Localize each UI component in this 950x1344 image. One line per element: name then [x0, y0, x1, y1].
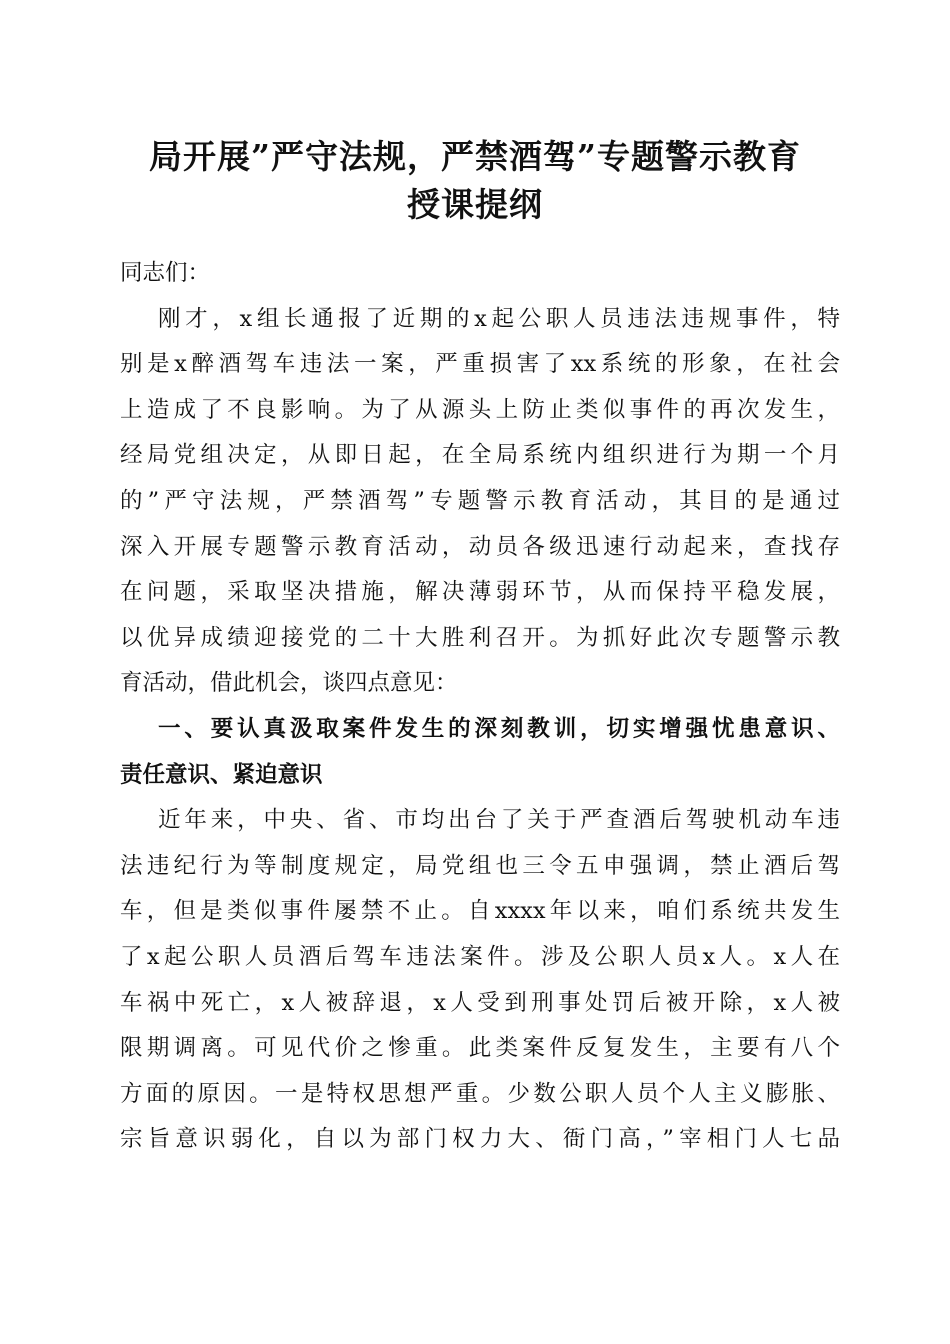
paragraph-line: 方面的原因。一是特权思想严重。少数公职人员个人主义膨胀、: [120, 1080, 840, 1107]
paragraph-2: [120, 798, 840, 1163]
paragraph-line: 车祸中死亡，x人被辞退，x人受到刑事处罚后被开除，x人被: [120, 989, 840, 1016]
paragraph-line: 宗旨意识弱化，自以为部门权力大、衙门高，”宰相门人七品: [120, 1126, 840, 1153]
paragraph-line: 以优异成绩迎接党的二十大胜利召开。为抓好此次专题警示教: [120, 624, 840, 651]
paragraph-line: 上造成了不良影响。为了从源头上防止类似事件的再次发生，: [120, 396, 840, 423]
document-title-line-2: 授课提纲: [407, 185, 543, 224]
paragraph-line: 在问题，采取坚决措施，解决薄弱环节，从而保持平稳发展，: [120, 579, 840, 606]
document-body: [120, 251, 840, 1163]
paragraph-line: 经局党组决定，从即日起，在全局系统内组织进行为期一个月: [120, 442, 840, 469]
paragraph-line: 刚才，x组长通报了近期的x起公职人员违法违规事件，特: [158, 305, 840, 332]
paragraph-line: 育活动，借此机会，谈四点意见：: [120, 670, 458, 697]
section-heading-1: [120, 707, 840, 798]
paragraph-line: 限期调离。可见代价之惨重。此类案件反复发生，主要有八个: [120, 1035, 840, 1062]
paragraph-line: 了x起公职人员酒后驾车违法案件。涉及公职人员x人。x人在: [120, 943, 840, 970]
salutation: 同志们：: [120, 260, 211, 286]
paragraph-line: 近年来，中央、省、市均出台了关于严查酒后驾驶机动车违: [158, 807, 840, 834]
heading-line: 责任意识、紧迫意识: [120, 761, 323, 788]
paragraph-1: [120, 297, 840, 707]
paragraph-line: 车，但是类似事件屡禁不止。自xxxx年以来，咱们系统共发生: [120, 898, 840, 925]
heading-line: 一、要认真汲取案件发生的深刻教训，切实增强忧患意识、: [158, 715, 840, 742]
document-title-line-1: 局开展”严守法规，严禁酒驾”专题警示教育: [149, 137, 801, 176]
paragraph-line: 深入开展专题警示教育活动，动员各级迅速行动起来，查找存: [120, 533, 840, 560]
paragraph-line: 的”严守法规，严禁酒驾”专题警示教育活动，其目的是通过: [120, 487, 840, 514]
paragraph-line: 别是x醉酒驾车违法一案，严重损害了xx系统的形象，在社会: [120, 351, 840, 378]
paragraph-line: 法违纪行为等制度规定，局党组也三令五申强调，禁止酒后驾: [120, 852, 840, 879]
